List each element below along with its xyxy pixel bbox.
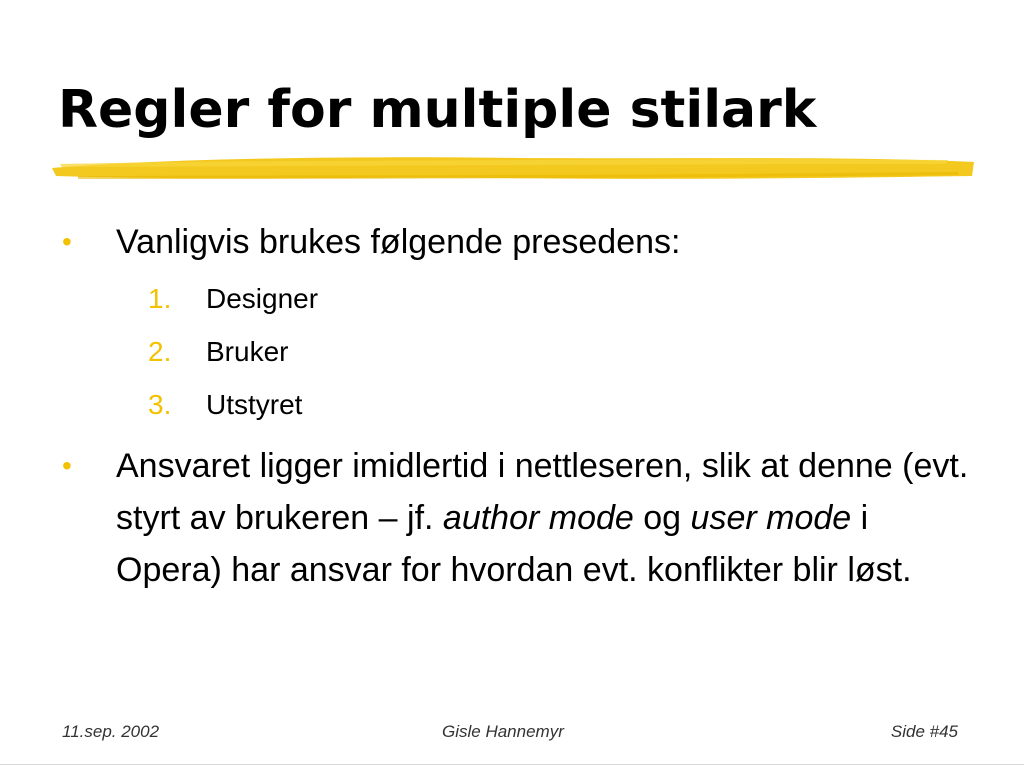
bullet-text-part: Ansvaret ligger imidlertid i nettleseren, slik at denne (evt. styrt av brukeren – jf. [116, 447, 969, 537]
numbered-item-bruker [148, 332, 288, 372]
numbered-item-utstyret [148, 385, 302, 425]
item-text: Bruker [206, 336, 289, 367]
bullet-marker: • [62, 450, 72, 481]
title-underline-brushstroke [48, 146, 978, 190]
item-text: Utstyret [206, 389, 303, 420]
bullet-marker: • [62, 226, 72, 257]
footer-page-number: Side #45 [890, 722, 958, 741]
item-number: 2. [148, 336, 172, 367]
bullet-text-part: og [633, 499, 691, 537]
emphasis-author-mode: author mode [442, 499, 634, 537]
bullet-item-responsibility [62, 440, 976, 596]
item-number: 3. [148, 389, 172, 420]
item-text: Designer [206, 283, 319, 314]
item-number: 1. [148, 283, 172, 314]
emphasis-user-mode: user mode [690, 499, 852, 537]
bullet-text-part: i Opera) har ansvar for hvordan evt. konflikter blir løst. [116, 499, 912, 589]
bottom-divider [0, 764, 1024, 765]
footer-author: Gisle Hannemyr [442, 722, 564, 741]
bullet-text: Vanligvis brukes følgende presedens: [116, 223, 681, 261]
numbered-item-designer [148, 279, 318, 319]
slide-title: Regler for multiple stilark [58, 80, 817, 140]
footer-date: 11.sep. 2002 [62, 722, 160, 741]
bullet-item-precedence [62, 216, 976, 268]
